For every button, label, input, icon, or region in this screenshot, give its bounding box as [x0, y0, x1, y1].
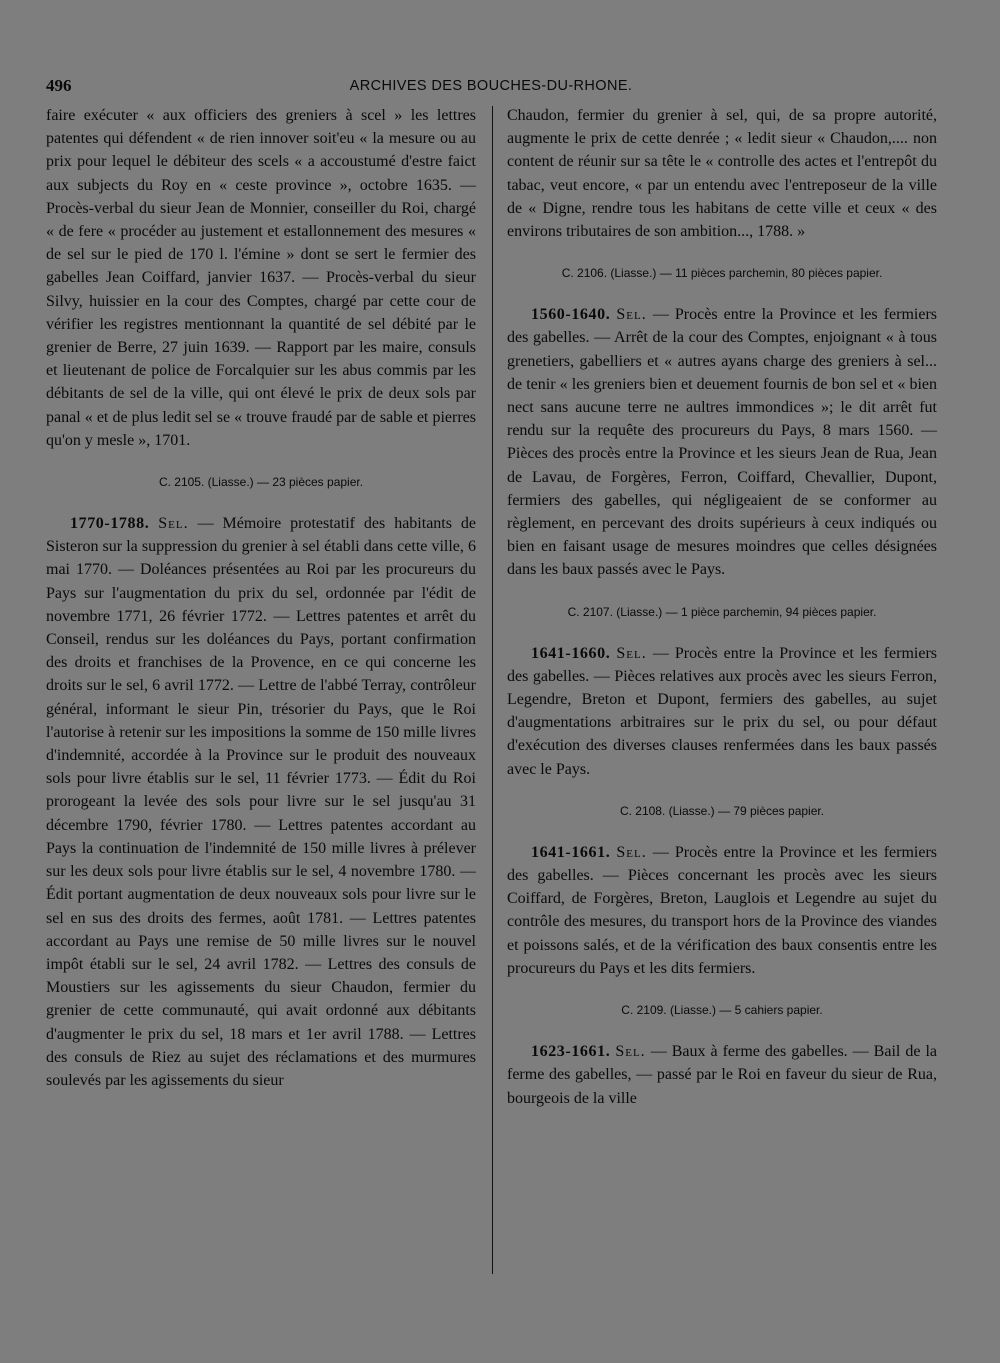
entry-date: 1623-1661. — [531, 1043, 611, 1061]
entry-category: Sel. — [615, 1043, 646, 1061]
page-number: 496 — [46, 76, 72, 95]
entry-text: — Baux à ferme des gabelles. — Bail de la ferme des gabelles, — passé par le Roi en faveur du sieur de Rua, bourgeois de la ville — [507, 1043, 938, 1107]
entry-date: 1641-1661. — [531, 843, 611, 861]
archive-reference: C. 2105. (Liasse.) — 23 pièces papier. — [158, 475, 364, 490]
entry-text: — Procès entre la Province et les fermiers des gabelles. — Pièces relatives aux procès avec les sieurs Ferron, Legendre, Breton et Dupont, fermiers des gabelles, au sujet d'augmentations arbitraires sur le prix du sel, ou pour défaut d'exécution des diverses clauses renfermées dans les baux passés avec le Pays. — [507, 644, 938, 778]
entry-category: Sel. — [616, 843, 647, 861]
archive-reference: C. 2106. (Liasse.) — 11 pièces parchemin, 80 pièces papier. — [561, 266, 883, 281]
continuation-text: Chaudon, fermier du grenier à sel, qui, de sa propre autorité, augmente le prix de cette denrée ; « ledit sieur « Chaudon,.... non content de réunir sur sa tête le « controlle des actes et l'entrepôt du tabac, veut encore, « par un entendu avec l'entreposeur de la ville de « Digne, rendre tous les habitans de cette ville et ceux « des environs tributaires de son ambition..., 1788. » — [507, 107, 937, 241]
inventory-entry — [507, 841, 937, 980]
archive-reference: C. 2108. (Liasse.) — 79 pièces papier. — [619, 803, 825, 818]
inventory-entry — [507, 642, 937, 781]
inventory-entry — [46, 512, 476, 1092]
right-column — [507, 104, 937, 1274]
entry-text: — Mémoire protestatif des habitants de Sisteron sur la suppression du grenier à sel établi dans cette ville, 6 mai 1770. — Doléances présentées au Roi par les procureurs du Pays sur l'augmentation du prix du sel, ordonnée par l'édit de novembre 1771, 26 février 1772. — Lettres patentes et arrêt du Conseil, rendus sur les doléances du Pays, portant confirmation des droits et franchises de la Provence, en ce qui concerne les droits sur le sel, 6 avril 1772. — Lettre de l'abbé Terray, contrôleur général, informant le sieur Pin, trésorier du Pays, que le Roi l'autorise à retenir sur les impositions la somme de 150 mille livres d'indemnité, accordée à la Province sur le produit des nouveaux sols pour livre établis sur le sel, 11 février 1773. — Édit du Roi prorogeant la levée des sols pour livre sur le sel jusqu'au 31 décembre 1790, février 1780. — Lettres patentes accordant au Pays la continuation de l'indemnité de 150 mille livres à prélever sur les deux sols pour livre établis sur le sel, 4 novembre 1780. — Édit portant augmentation de deux nouveaux sols pour livre sur le sel en sus des droits des fermes, août 1781. — Lettres patentes accordant au Pays une remise de 50 mille livres sur le nouvel impôt établi sur le sel, 24 avril 1782. — Lettres des consuls de Moustiers sur les agissements du sieur Chaudon, fermier du grenier de cette communauté, qui avait ordonné aux débitants d'augmenter le prix du sel, 18 mars et 1er avril 1788. — Lettres des consuls de Riez au sujet des réclamations et des murmures soulevés par les agissements du sieur — [46, 515, 477, 1089]
entry-date: 1770-1788. — [70, 515, 150, 533]
entry-date: 1641-1660. — [531, 644, 611, 662]
column-divider — [492, 106, 493, 1274]
entry-category: Sel. — [616, 306, 647, 324]
inventory-entry — [507, 303, 937, 581]
continuation-text: faire exécuter « aux officiers des greniers à scel » les lettres patentes qui défendent « de rien innover soit'eu « la mesure ou au prix pour lequel le débiteur des scels « a accoustumé d'estre faict aux subjects du Roy en « ceste province », octobre 1635. — Procès-verbal du sieur Jean de Monnier, conseiller du Roi, chargé « de fere « procéder au justement et estallonnement des mesures « de sel sur le pied de 170 l. l'émine » dont se sert le fermier des gabelles Jean Coiffard, janvier 1637. — Procès-verbal du sieur Silvy, huissier en la cour des Comptes, chargé par cette cour de vérifier les registres mentionnant la quantité de sel débité par le grenier de Berre, 27 juin 1639. — Rapport par les maire, consuls et lieutenant de police de Forcalquier sur les abus commis par les débitants de sel de la ville, qui ont élevé le prix de deux sols par panal « et de plus ledit sel se « trouve fraudé par de sable et pierres qu'on y mesle », 1701. — [46, 107, 476, 449]
inventory-entry — [507, 1040, 937, 1110]
entry-category: Sel. — [158, 515, 189, 533]
archive-reference: C. 2109. (Liasse.) — 5 cahiers papier. — [621, 1003, 823, 1018]
entry-category: Sel. — [616, 644, 647, 662]
entry-date: 1560-1640. — [531, 306, 611, 324]
entry-text: — Procès entre la Province et les fermiers des gabelles. — Pièces concernant les procès avec les sieurs Coiffard, de Forgères, Breton, Lauglois et Legendre au sujet du contrôle des mesures, du transport hors de la Province des viandes et poissons salés, et de la vérification des baux consentis entre les procureurs du Pays et les dits fermiers. — [507, 843, 938, 977]
entry-text: — Procès entre la Province et les fermiers des gabelles. — Arrêt de la cour des Comptes, enjoignant « à tous grenetiers, gabelliers et « autres ayans charge des greniers à sel... de tenir « les greniers bien et deuement fournis de bon sel et « bien nect sans aucune terre ne aultres immondices »; le dit arrêt fut rendu sur la requête des procureurs du Pays, 8 mars 1560. — Pièces des procès entre la Province et les sieurs Jean de Rua, Jean de Lavau, de Forgères, Ferron, Coiffard, Chevallier, Dupont, fermiers des gabelles, qui négligeaient de se conformer au règlement, en percevant des droits supérieurs à ceux indiqués ou bien en faisant usage de mesures moindres que celles désignées dans les baux passés avec le Pays. — [507, 306, 938, 579]
left-column — [46, 104, 476, 1274]
archive-reference: C. 2107. (Liasse.) — 1 pièce parchemin, 94 pièces papier. — [567, 604, 877, 619]
page-header — [46, 76, 936, 100]
running-title: ARCHIVES DES BOUCHES-DU-RHONE. — [349, 78, 633, 94]
